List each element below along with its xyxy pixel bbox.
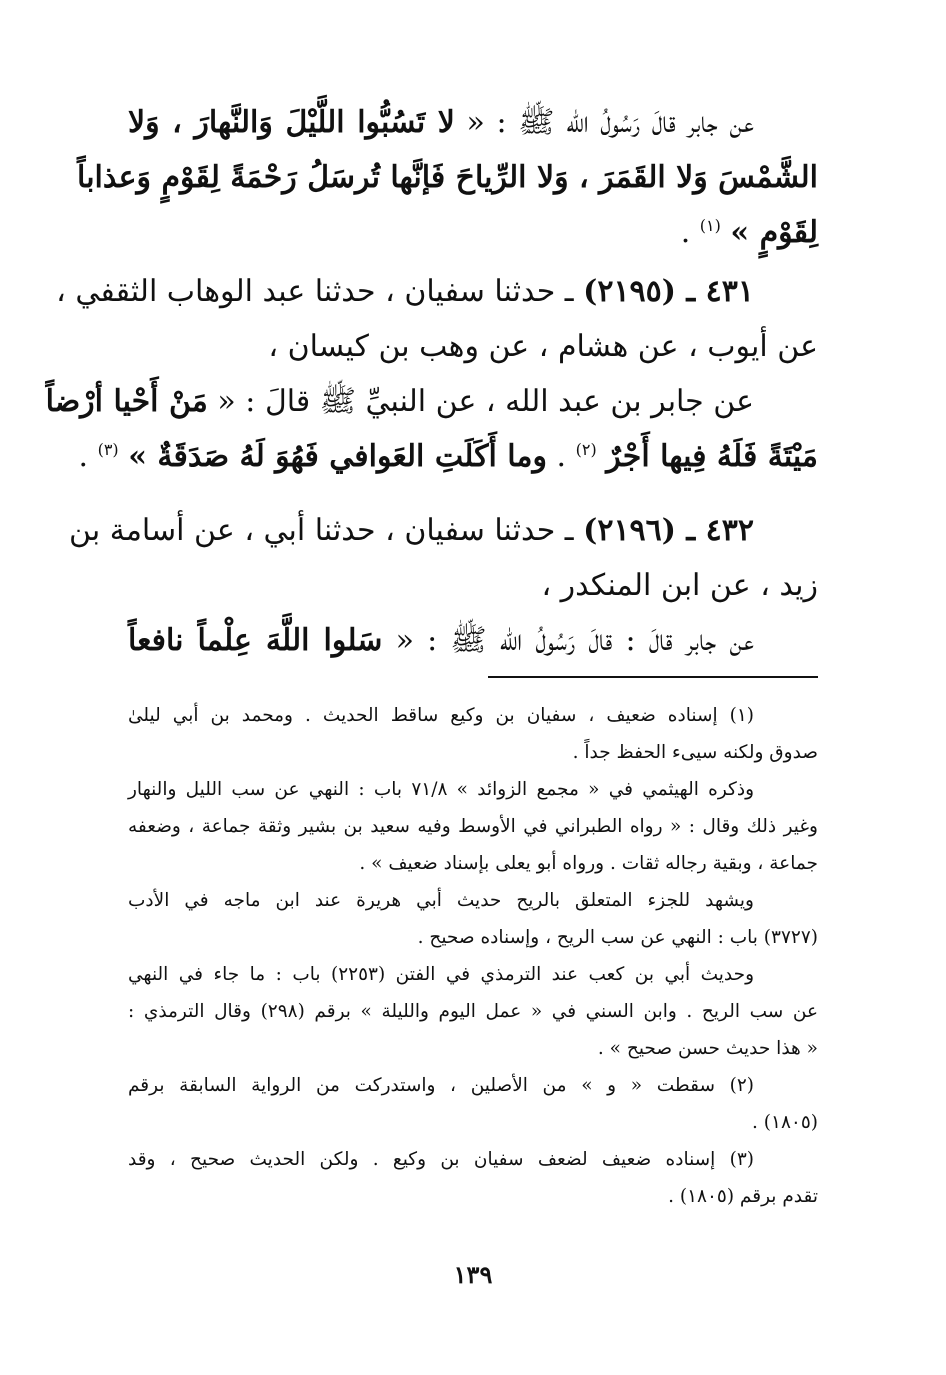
page-number: ١٣٩ [453, 1260, 493, 1289]
footnote-line: عن سب الريح . وابن السني في « عمل اليوم والليلة » برقم (٢٩٨) وقال الترمذي : [128, 1001, 818, 1022]
footnote-line: جماعة ، وبقية رجاله ثقات . ورواه أبو يعلى بإسناد ضعيف » . [359, 853, 818, 874]
hadith-quote: لا تَسُبُّوا اللَّيْلَ وَالنَّهارَ ، وَلا [128, 105, 455, 140]
footnote-line: (٣) إسناده ضعيف لضعف سفيان بن وكيع . ولكن الحديث صحيح ، وقد [128, 1149, 754, 1170]
footnote-line: وغير ذلك وقال : « رواه الطبراني في الأوسط وفيه سعيد بن بشير وثقة جماعة ، وضعفه [128, 816, 818, 837]
hadith-quote: مَيْتَةً فَلَهُ فِيها أَجْرٌ [606, 439, 818, 474]
text-line [77, 150, 818, 205]
hadith-431 [45, 264, 818, 484]
footnote-marker: (١) [699, 216, 721, 235]
text-line: عن جابر قالَ رَسُولُ الله ﷺ : « لا تَسُبُّوا اللَّيْلَ وَالنَّهارَ ، وَلا [128, 105, 754, 140]
footnote-line: وذكره الهيثمي في « مجمع الزوائد » ٧١/٨ باب : النهي عن سب الليل والنهار [128, 779, 755, 800]
footnote-line: « هذا حديث حسن صحيح » . [597, 1038, 818, 1059]
hadith-quote: وما أَكَلَتِ العَوافي فَهُوَ لَهُ صَدَقَةٌ » [128, 439, 547, 474]
text-line: مَيْتَةً فَلَهُ فِيها أَجْرٌ $^{(٢)}$ . وما أَكَلَتِ العَوافي فَهُوَ لَهُ صَدَقَةٌ » $^{(٣)}$ . [78, 439, 818, 474]
footnote-separator [488, 676, 818, 678]
footnote-line: تقدم برقم (١٨٠٥) . [668, 1186, 818, 1207]
text-line: ٤٣١ ـ (٢١٩٥) ـ حدثنا سفيان ، حدثنا عبد الوهاب الثقفي ، [56, 274, 754, 309]
text-line: زيد ، عن ابن المنكدر ، [541, 568, 818, 603]
text-line: لِقَوْمٍ » $^{(١)}$ . [680, 215, 818, 250]
text-line: عن جابر قالَ : قالَ رَسُولُ الله ﷺ : « سَلوا اللَّهَ عِلْماً نافعاً [128, 623, 754, 658]
footnote-line: صدوق ولكنه سيىء الحفظ جداً . [572, 742, 818, 763]
text-line: ٤٣٢ ـ (٢١٩٦) ـ حدثنا سفيان ، حدثنا أبي ، عن أسامة بن [69, 513, 754, 548]
footnote-line: ويشهد للجزء المتعلق بالريح حديث أبي هريرة عند ابن ماجه في الأدب [128, 890, 754, 911]
book-page [45, 0, 818, 1375]
hadith-number: ٤٣٢ ـ (٢١٩٦) [583, 513, 754, 548]
text-line: عن جابر بن عبد الله ، عن النبيِّ ﷺ قالَ : « مَنْ أَحْيا أرْضاً [45, 384, 754, 419]
footnote-marker: (٣) [97, 440, 119, 459]
footnote-line: (٣٧٢٧) باب : النهي عن سب الريح ، وإسناده صحيح . [417, 927, 818, 948]
hadith-quote: لِقَوْمٍ » [730, 215, 818, 250]
hadith-432 [69, 503, 818, 668]
footnotes [128, 697, 818, 1215]
text-line: عن أيوب ، عن هشام ، عن وهب بن كيسان ، [268, 329, 818, 364]
footnote-marker: (٢) [575, 440, 597, 459]
hadith-quote: سَلوا اللَّهَ عِلْماً نافعاً [128, 623, 383, 658]
hadith-quote: الشَّمْسَ وَلا القَمَرَ ، وَلا الرِّياحَ فَإنَّها تُرسَلُ رَحْمَةً لِقَوْمٍ وَعذاباً [77, 160, 818, 195]
hadith-quote: مَنْ أَحْيا أرْضاً [45, 384, 208, 419]
footnote-line: (١٨٠٥) . [752, 1112, 818, 1133]
footnote-line: (٢) سقطت « و » من الأصلين ، واستدركت من الرواية السابقة برقم [128, 1075, 754, 1096]
hadith-number: ٤٣١ ـ (٢١٩٥) [583, 274, 754, 309]
footnote-line: (١) إسناده ضعيف ، سفيان بن وكيع ساقط الحديث . ومحمد بن أبي ليلىٰ [128, 705, 754, 726]
footnote-line: وحديث أبي بن كعب عند الترمذي في الفتن (٢٢٥٣) باب : ما جاء في النهي [128, 964, 755, 985]
hadith-430-continuation [77, 95, 818, 260]
